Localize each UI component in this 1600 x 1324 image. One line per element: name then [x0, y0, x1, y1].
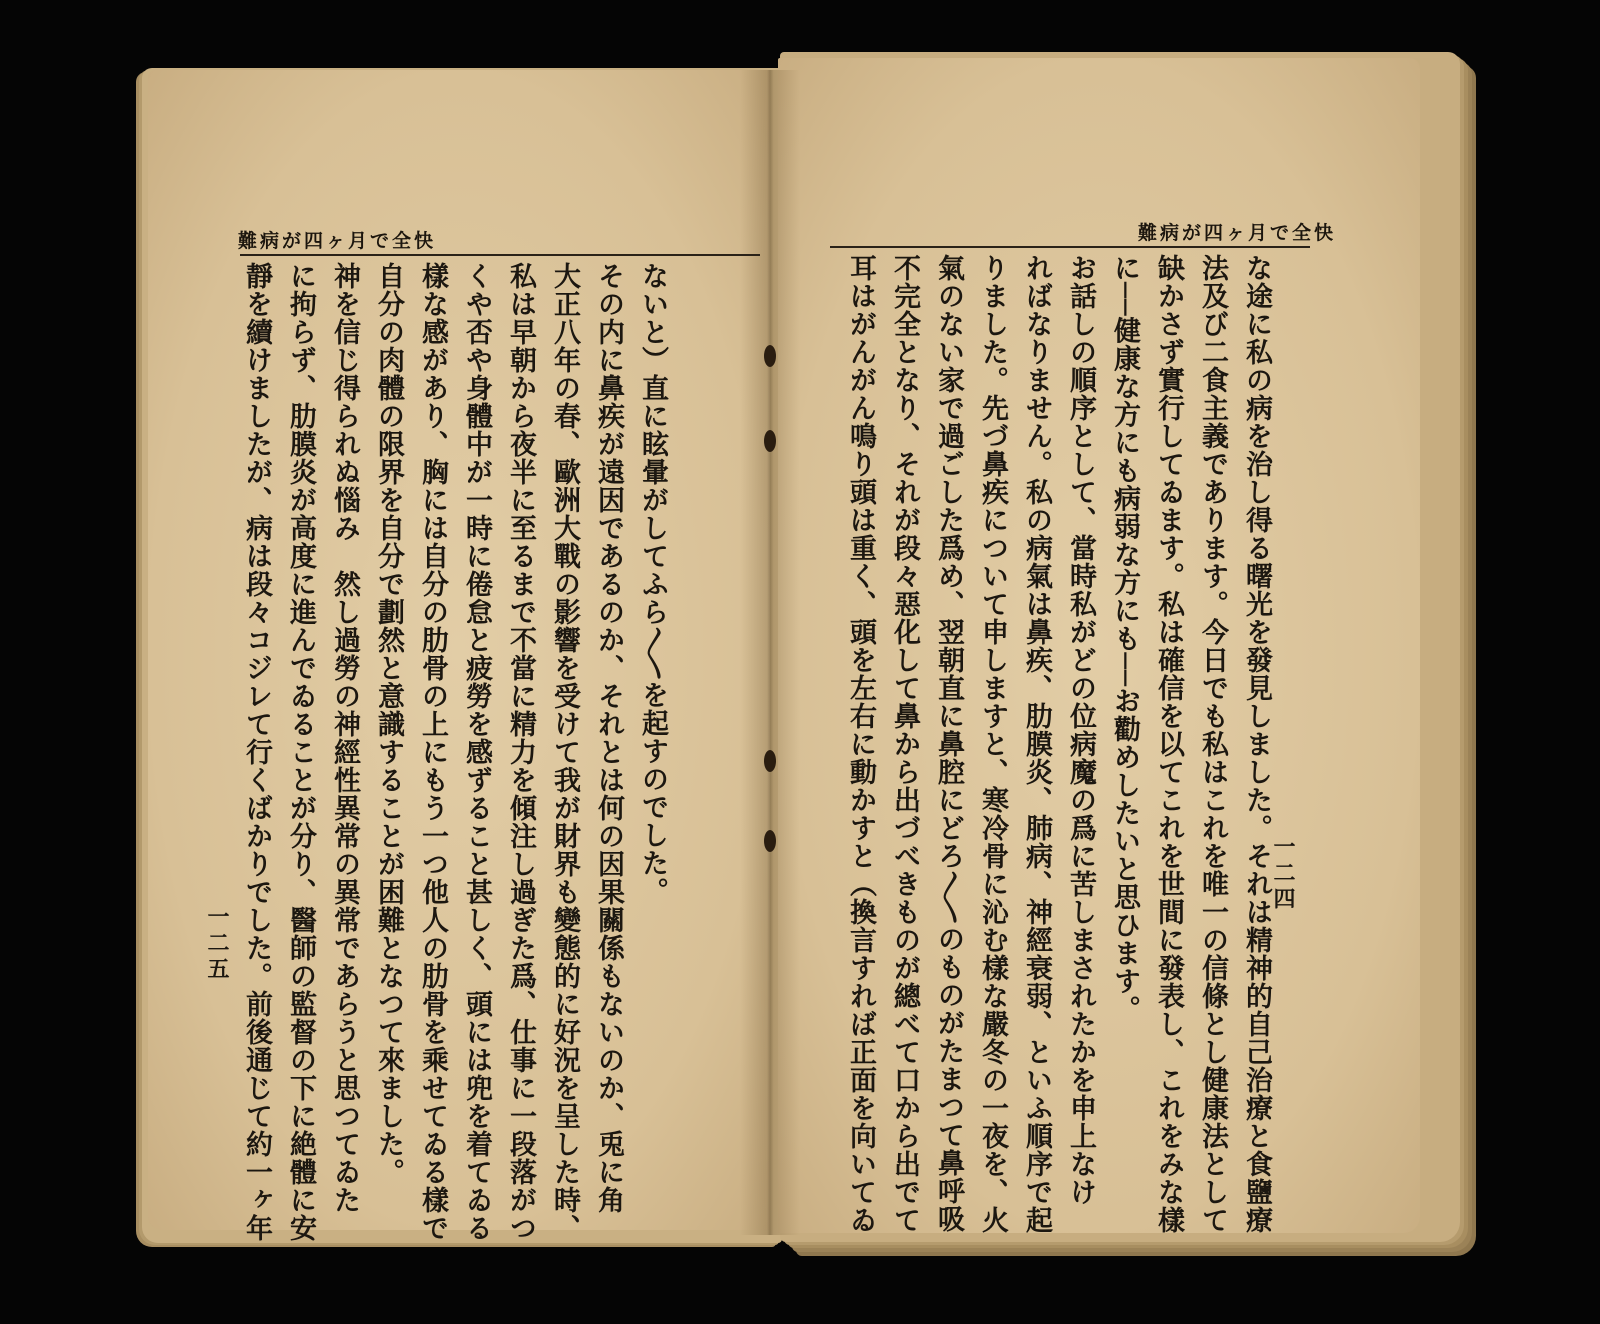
text-line: 靜を續けましたが、病は段々コジレて行くばかりでした。前後通じて約一ヶ年: [241, 262, 272, 1242]
text-line: その内に鼻疾が遠因であるのか、それとは何の因果關係もないのか、兎に角: [593, 262, 624, 1214]
text-line: 大正八年の春、歐洲大戰の影響を受けて我が財界も變態的に好況を呈した時、: [549, 262, 580, 1242]
header-rule-right: [830, 246, 1310, 248]
text-line: 私は早朝から夜半に至るまで不當に精力を傾注し過ぎた爲、仕事に一段落がつ: [505, 262, 536, 1242]
text-line: 耳はがんがん鳴り頭は重く、頭を左右に動かすと（換言すれば正面を向いてゐ: [845, 254, 876, 1234]
text-line: 自分の肉體の限界を自分で劃然と意識することが困難となつて來ました。: [373, 262, 404, 1186]
binding-hole: [764, 830, 776, 852]
open-book: [130, 40, 1495, 1280]
text-line: な途に私の病を治し得る曙光を發見しました。それは精神的自己治療と食鹽療: [1241, 254, 1272, 1234]
running-title-right: 難病が四ヶ月で全快: [1138, 222, 1337, 244]
text-line: 不完全となり、それが段々惡化して鼻から出づべきものが總べて口から出でて: [889, 254, 920, 1234]
page-number-left: 一二五: [204, 905, 230, 983]
binding-hole: [764, 750, 776, 772]
text-line: 缺かさず實行してゐます。私は確信を以てこれを世間に發表し、これをみな樣: [1153, 254, 1184, 1234]
text-line: くや否や身體中が一時に倦怠と疲勞を感ずること甚しく、頭には兜を着てゐる: [461, 262, 492, 1242]
text-line: お話しの順序として、當時私がどの位病魔の爲に苦しまされたかを申上なけ: [1065, 254, 1096, 1206]
text-line: りました。先づ鼻疾について申しますと、寒冷骨に沁む樣な嚴冬の一夜を、火: [977, 254, 1008, 1234]
binding-hole: [764, 430, 776, 452]
right-text-block: [838, 254, 1278, 1234]
left-text-block: [234, 262, 674, 1242]
text-line: 樣な感があり、胸には自分の肋骨の上にもう一つ他人の肋骨を乘せてゐる樣で: [417, 262, 448, 1242]
text-line: に──健康な方にも病弱な方にも──お勸めしたいと思ひます。: [1109, 254, 1140, 1024]
header-rule-left: [240, 254, 760, 256]
text-line: 神を信じ得られぬ惱み 然し過勞の神經性異常の異常であらうと思つてゐた: [329, 262, 360, 1214]
text-line: ればなりません。私の病氣は鼻疾、肋膜炎、肺病、神經衰弱、といふ順序で起: [1021, 254, 1052, 1234]
text-line: 法及び二食主義であります。今日でも私はこれを唯一の信條とし健康法として: [1197, 254, 1228, 1234]
page-number-right: 一二四: [1270, 835, 1296, 913]
running-title-left: 難病が四ヶ月で全快: [238, 230, 437, 252]
text-line: 氣のない家で過ごした爲め、翌朝直に鼻腔にどろ〳〵のものがたまつて鼻呼吸: [933, 254, 964, 1233]
binding-hole: [764, 345, 776, 367]
book-gutter: [740, 70, 800, 1235]
text-line: ないと）直に眩暈がしてふら〳〵を起すのでした。: [637, 262, 668, 905]
text-line: に拘らず、肋膜炎が高度に進んでゐることが分り、醫師の監督の下に絶體に安: [285, 262, 316, 1242]
